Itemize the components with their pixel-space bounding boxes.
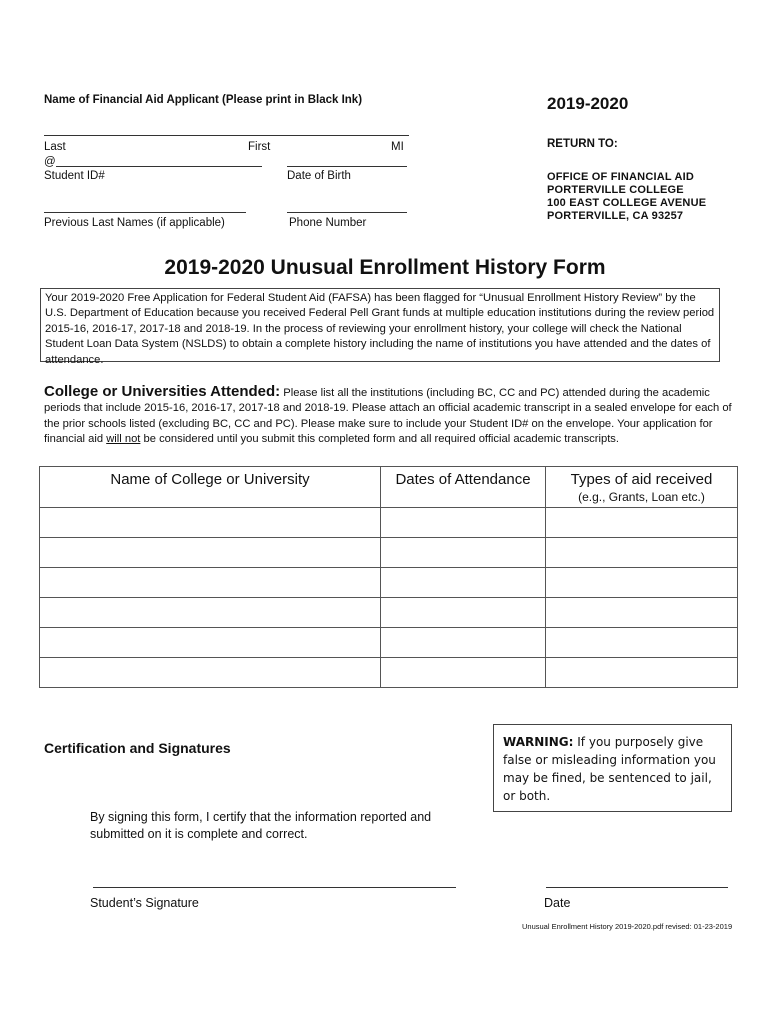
office-address <box>547 171 706 223</box>
dates-cell[interactable] <box>381 508 546 538</box>
office-line: PORTERVILLE, CA 93257 <box>547 210 684 222</box>
aid-types-cell[interactable] <box>546 658 738 688</box>
signature-line[interactable] <box>93 887 456 888</box>
previous-names-line[interactable] <box>44 212 246 213</box>
name-line[interactable] <box>44 135 409 136</box>
dates-cell[interactable] <box>381 658 546 688</box>
statement-line: submitted on it is complete and correct. <box>90 827 308 841</box>
certification-heading: Certification and Signatures <box>44 740 231 756</box>
dates-cell[interactable] <box>381 628 546 658</box>
will-not-emphasis: will not <box>106 433 141 446</box>
previous-names-label: Previous Last Names (if applicable) <box>44 217 225 229</box>
college-name-cell[interactable] <box>40 628 381 658</box>
colleges-heading: College or Universities Attended: <box>44 383 281 400</box>
phone-line[interactable] <box>287 212 407 213</box>
form-title: 2019-2020 Unusual Enrollment History Form <box>164 256 606 279</box>
table-row <box>40 538 738 568</box>
warning-box <box>493 724 732 812</box>
office-line: PORTERVILLE COLLEGE <box>547 184 684 196</box>
table-row <box>40 568 738 598</box>
col-college-name: Name of College or University <box>40 467 381 508</box>
colleges-instructions <box>44 384 734 448</box>
footer-revision: Unusual Enrollment History 2019-2020.pdf revised: 01-23-2019 <box>522 922 733 931</box>
aid-types-cell[interactable] <box>546 598 738 628</box>
dob-line[interactable] <box>287 166 407 167</box>
col-aid-types-example: (e.g., Grants, Loan etc.) <box>578 490 705 504</box>
college-name-cell[interactable] <box>40 538 381 568</box>
return-to-label: RETURN TO: <box>547 138 618 150</box>
applicant-name-label: Name of Financial Aid Applicant (Please print in Black Ink) <box>44 94 363 106</box>
date-line[interactable] <box>546 887 728 888</box>
dates-cell[interactable] <box>381 598 546 628</box>
office-line: 100 EAST COLLEGE AVENUE <box>547 197 707 209</box>
first-label: First <box>248 141 271 153</box>
form-year: 2019-2020 <box>547 94 629 113</box>
dates-cell[interactable] <box>381 568 546 598</box>
college-name-cell[interactable] <box>40 508 381 538</box>
college-name-cell[interactable] <box>40 598 381 628</box>
table-row <box>40 658 738 688</box>
table-row <box>40 598 738 628</box>
signature-label: Student’s Signature <box>90 896 199 910</box>
intro-notice: Your 2019-2020 Free Application for Federal Student Aid (FAFSA) has been flagged for “Unusual Enrollment History Review” by the U.S. Department of Education because you received Federal Pell Grant funds at multiple education institutions during the review period 2015-16, 2016-17, 2017-18 and 2018-19. In the process of reviewing your enrollment history, your college will check the National Student Loan Data System (NSLDS) to obtain a complete history including the name of institutions you have attended and the dates of attendance. <box>40 288 720 362</box>
mi-label: MI <box>391 141 404 153</box>
at-prefix: @ <box>44 156 56 168</box>
warning-text: If you purposely give false or misleading information you may be fined, be sentenced to jail, or both. <box>503 735 716 803</box>
table-header-row <box>40 467 738 508</box>
colleges-text-end: be considered until you submit this completed form and all required official academic transcripts. <box>143 433 620 446</box>
phone-label: Phone Number <box>289 217 367 229</box>
student-id-label: Student ID# <box>44 170 105 182</box>
certification-statement <box>90 809 431 843</box>
college-name-cell[interactable] <box>40 568 381 598</box>
aid-types-cell[interactable] <box>546 508 738 538</box>
table-row <box>40 508 738 538</box>
warning-label: WARNING: <box>503 735 574 749</box>
aid-types-cell[interactable] <box>546 538 738 568</box>
date-label: Date <box>544 896 571 910</box>
aid-types-cell[interactable] <box>546 568 738 598</box>
dates-cell[interactable] <box>381 538 546 568</box>
col-dates: Dates of Attendance <box>381 467 546 508</box>
dob-label: Date of Birth <box>287 170 351 182</box>
college-name-cell[interactable] <box>40 658 381 688</box>
col-aid-types: Types of aid received (e.g., Grants, Loan etc.) <box>546 467 738 508</box>
table-row <box>40 628 738 658</box>
institutions-table <box>39 466 738 688</box>
statement-line: By signing this form, I certify that the information reported and <box>90 810 432 824</box>
aid-types-cell[interactable] <box>546 628 738 658</box>
last-label: Last <box>44 141 66 153</box>
office-line: OFFICE OF FINANCIAL AID <box>547 171 694 183</box>
colleges-text: Please list all the institutions (including BC, CC and PC) attended during the academic periods that include 2015-16, 2016-17, 2017-18 and 2018-19. Please attach an official academic transcript in a sealed envelope for each of the prior schools listed (excluding BC, CC and PC). Please make sure to include your Student ID# on the envelope. Your application for financial aid <box>44 387 732 446</box>
student-id-line[interactable] <box>56 166 262 167</box>
